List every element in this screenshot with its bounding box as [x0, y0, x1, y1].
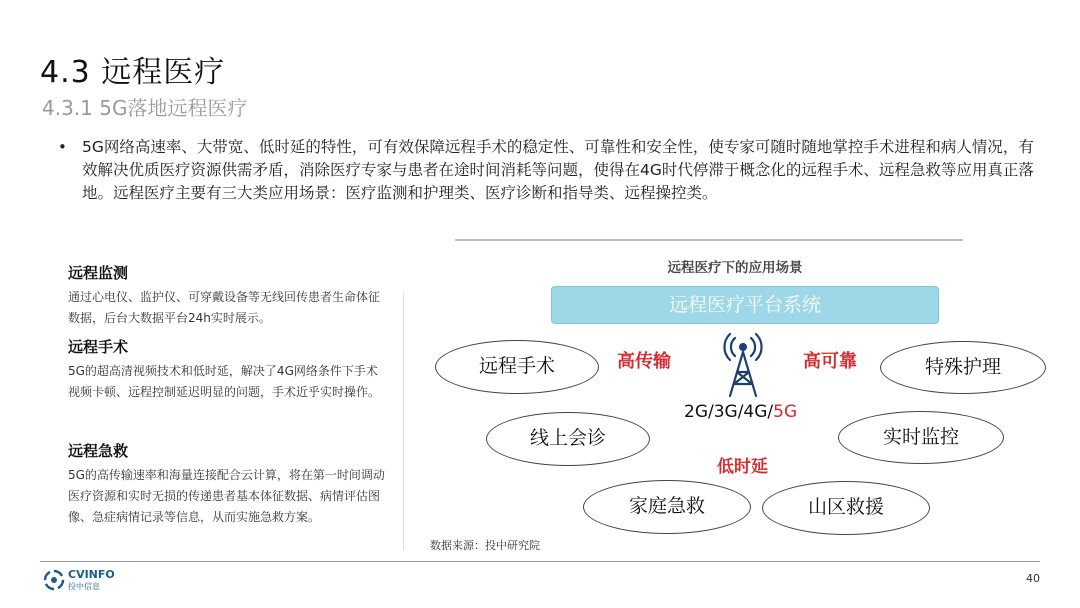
diagram-title: 远程医疗下的应用场景 — [667, 260, 803, 276]
description-text: 5G的超高清视频技术和低时延，解决了4G网络条件下手术视频卡顿、远程控制延迟明显的问题，手术近乎实时操作。 — [68, 364, 381, 399]
data-source: 数据来源：投中研究院 — [430, 539, 540, 552]
logo-subtext: 投中信息 — [68, 582, 100, 591]
cvinfo-logo — [42, 566, 162, 602]
column-separator — [403, 292, 404, 550]
network-prefix: 2G/3G/4G/ — [684, 402, 774, 422]
scenario-ellipse: 远程手术 — [435, 340, 599, 394]
intro-paragraph — [58, 136, 1038, 205]
description-block — [68, 336, 388, 403]
intro-text: 5G网络高速率、大带宽、低时延的特性，可有效保障远程手术的稳定性、可靠性和安全性，使专家可随时随地掌控手术进程和病人情况，有效解决优质医疗资源供需矛盾，消除医疗专家与患者在途时间消耗等问题，使得在4G时代停滞于概念化的远程手术、远程急救等应用真正落地。远程医疗主要有三大类应用场景：医疗监测和护理类、医疗诊断和指导类、远程操控类。 — [82, 138, 1034, 202]
description-title: 远程监测 — [68, 264, 129, 282]
feature-label: 高传输 — [617, 351, 671, 372]
scenario-ellipse: 特殊护理 — [880, 341, 1046, 394]
scenario-ellipse: 线上会诊 — [486, 412, 650, 466]
description-title: 远程手术 — [68, 338, 129, 356]
signal-tower-icon — [716, 332, 770, 398]
description-text: 通过心电仪、监护仪、可穿戴设备等无线回传患者生命体征数据，后台大数据平台24h实时展示。 — [68, 290, 381, 325]
logo-text: CVINFO — [68, 568, 115, 581]
network-5g: 5G — [773, 402, 798, 422]
description-block — [68, 440, 388, 528]
description-title: 远程急救 — [68, 442, 129, 460]
footer-divider — [40, 561, 1040, 562]
page-subtitle: 4.3.1 5G落地远程医疗 — [42, 96, 248, 120]
scenario-ellipse: 实时监控 — [838, 411, 1004, 464]
feature-label: 低时延 — [717, 457, 768, 477]
description-text: 5G的高传输速率和海量连接配合云计算，将在第一时间调动医疗资源和实时无损的传递患者基本体征数据、病情评估图像、急症病情记录等信息，从而实施急救方案。 — [68, 468, 385, 524]
bullet-icon: • — [58, 138, 67, 156]
scenario-ellipse: 山区救援 — [762, 481, 930, 535]
scenario-ellipse: 家庭急救 — [583, 480, 751, 534]
section-divider — [455, 239, 963, 241]
feature-label: 高可靠 — [803, 351, 857, 372]
description-block — [68, 262, 388, 329]
page-title: 4.3 远程医疗 — [40, 55, 226, 90]
platform-box: 远程医疗平台系统 — [551, 286, 939, 324]
page-number: 40 — [1026, 572, 1040, 585]
logo-icon — [42, 568, 66, 592]
network-label — [684, 402, 797, 422]
